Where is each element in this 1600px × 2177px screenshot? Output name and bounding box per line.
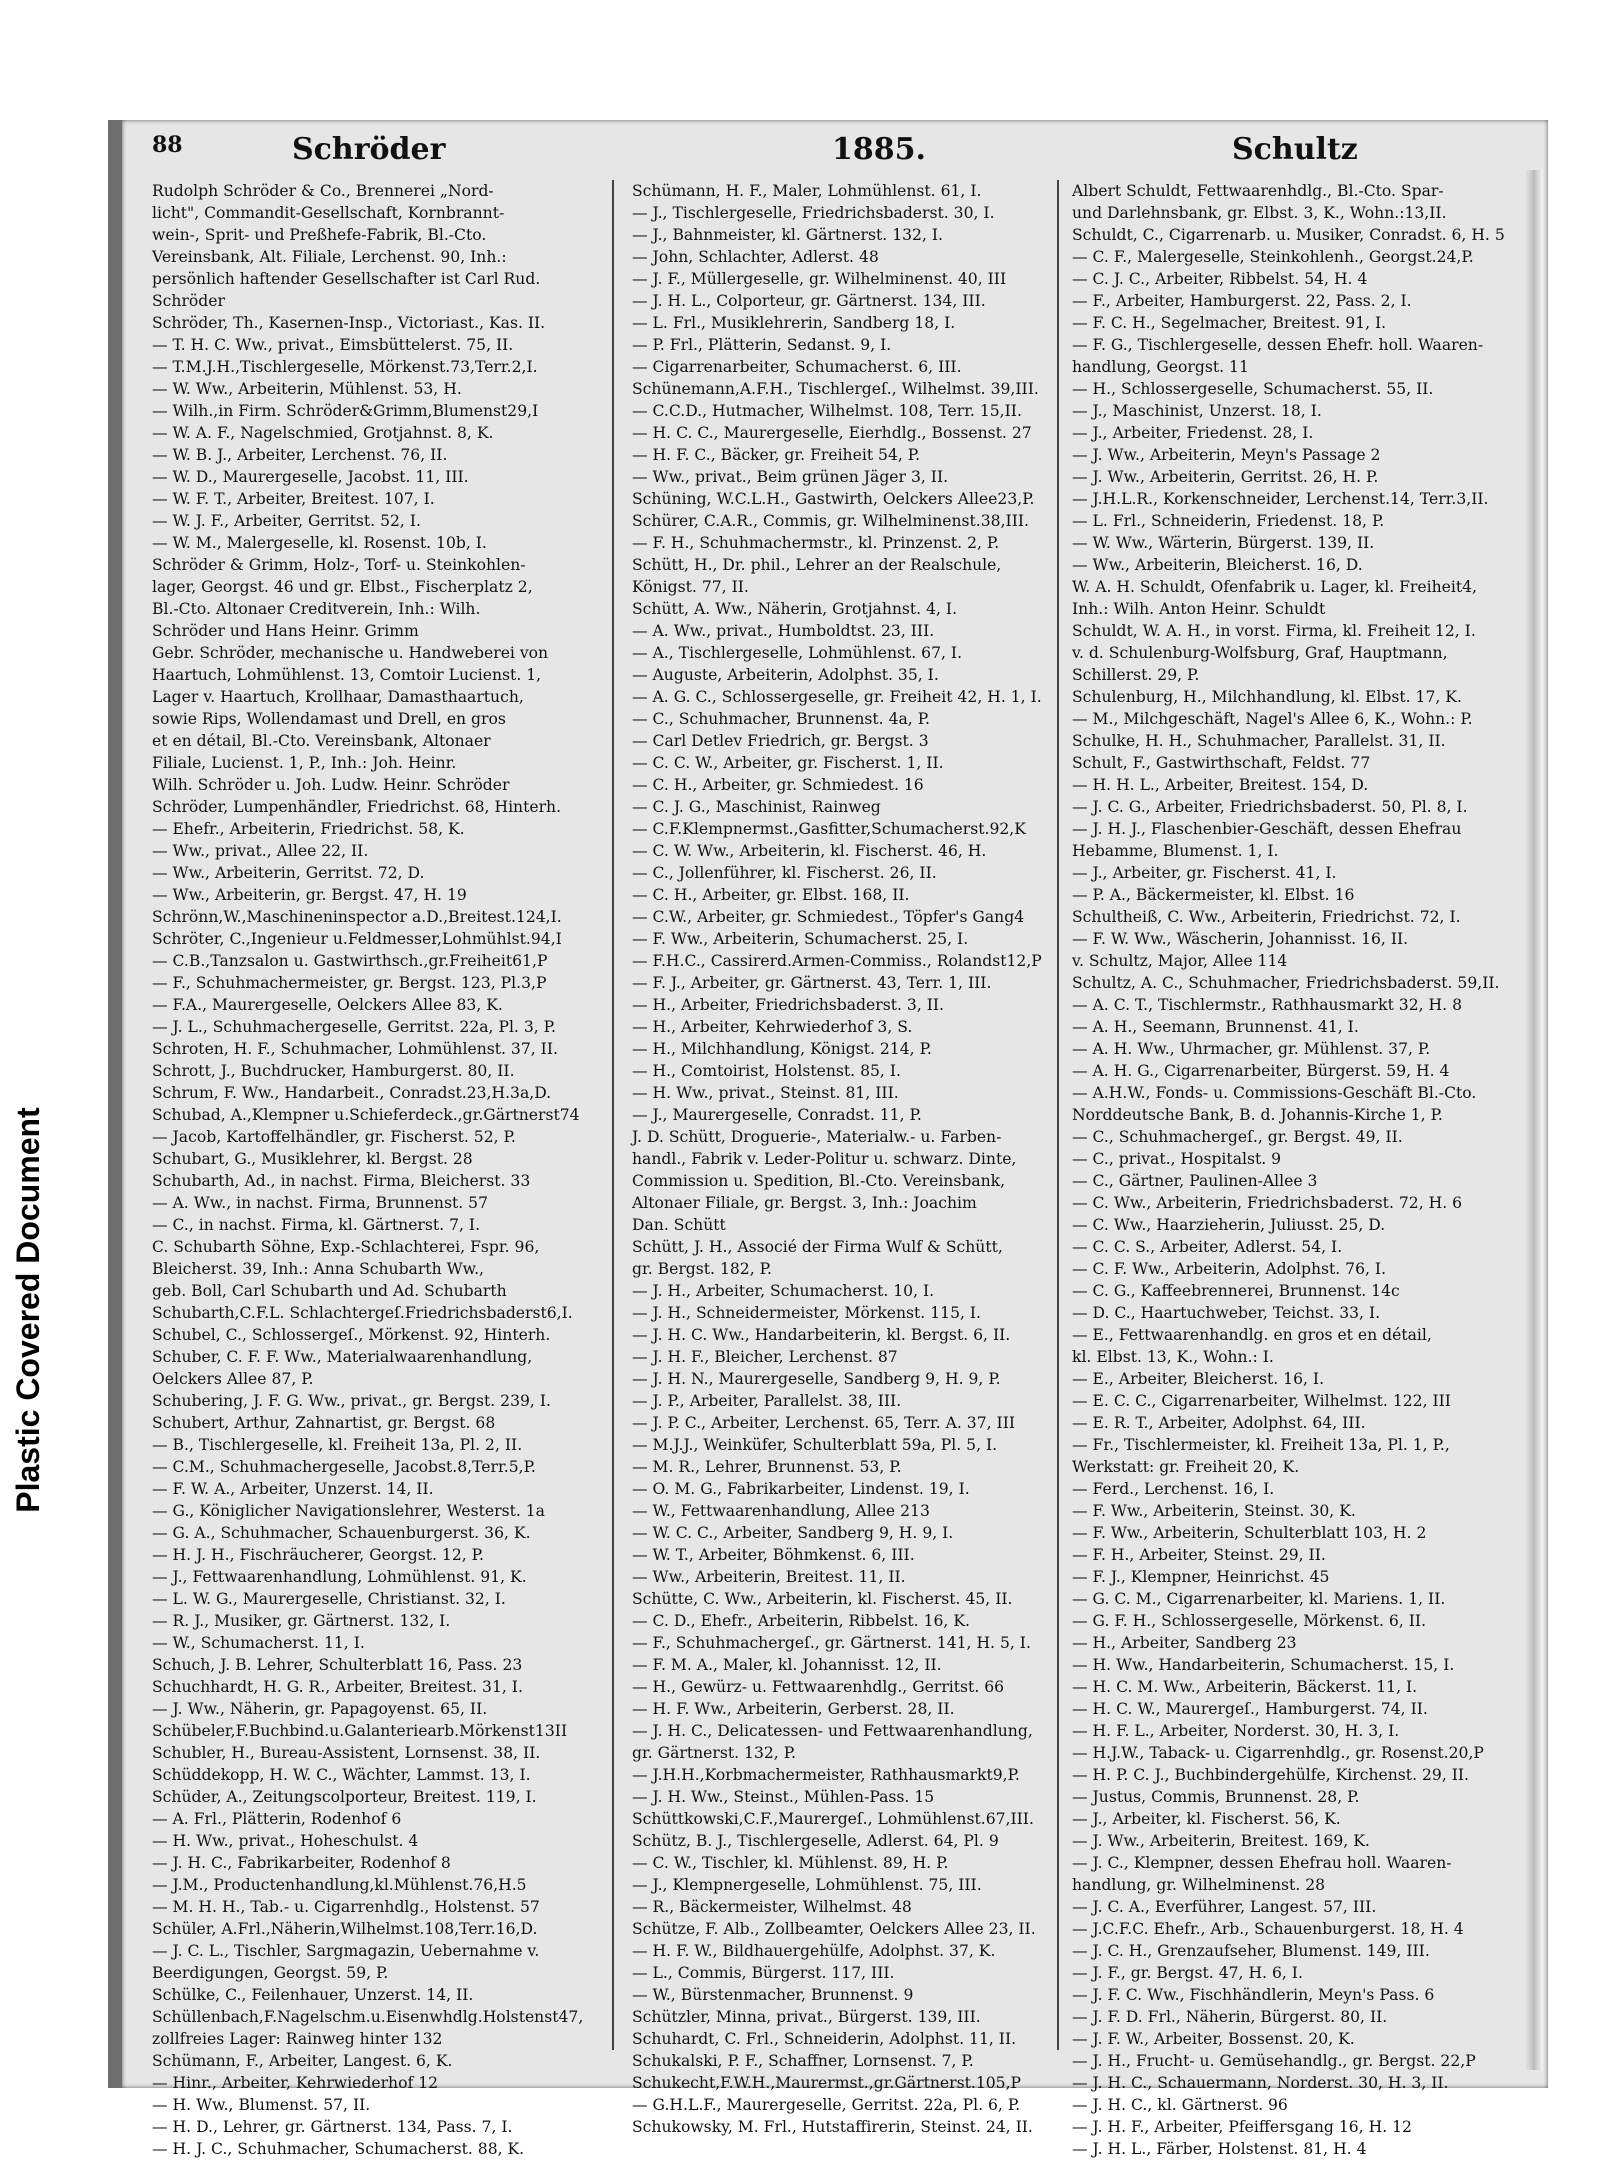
directory-entry: — W. Ww., Arbeiterin, Mühlenst. 53, H. (152, 380, 462, 398)
directory-entry: — J., Fettwaarenhandlung, Lohmühlenst. 91, K. (152, 1568, 527, 1586)
column-divider (612, 180, 614, 2050)
directory-entry: Schroten, H. F., Schuhmacher, Lohmühlenst. 37, II. (152, 1040, 558, 1058)
directory-entry: kl. Elbst. 13, K., Wohn.: I. (1072, 1348, 1274, 1366)
directory-entry: — A. G. C., Schlossergeselle, gr. Freiheit 42, H. 1, I. (632, 688, 1042, 706)
directory-entry: — Ww., privat., Beim grünen Jäger 3, II. (632, 468, 949, 486)
directory-entry: — C. W. Ww., Arbeiterin, kl. Fischerst. 46, H. (632, 842, 987, 860)
directory-entry: — C. J. C., Arbeiter, Ribbelst. 54, H. 4 (1072, 270, 1368, 288)
directory-entry: — W. F. T., Arbeiter, Breitest. 107, I. (152, 490, 435, 508)
directory-entry: — C., privat., Hospitalst. 9 (1072, 1150, 1282, 1168)
directory-entry: — C. F. Ww., Arbeiterin, Adolphst. 76, I. (1072, 1260, 1387, 1278)
directory-entry: Schubert, Arthur, Zahnartist, gr. Bergst. 68 (152, 1414, 496, 1432)
directory-entry: — J. P., Arbeiter, Parallelst. 38, III. (632, 1392, 902, 1410)
side-label: Plastic Covered Document (10, 1107, 46, 1513)
directory-entry: — J., Bahnmeister, kl. Gärtnerst. 132, I. (632, 226, 943, 244)
directory-entry: — J.H.H.,Korbmachermeister, Rathhausmarkt9,P. (632, 1766, 1020, 1784)
directory-entry: — P. Frl., Plätterin, Sedanst. 9, I. (632, 336, 892, 354)
directory-entry: — H.J.W., Taback- u. Cigarrenhdlg., gr. Rosenst.20,P (1072, 1744, 1484, 1762)
directory-entry: Schuber, C. F. F. Ww., Materialwaarenhandlung, (152, 1348, 533, 1366)
directory-entry: — L. Frl., Schneiderin, Friedenst. 18, P. (1072, 512, 1385, 530)
directory-entry: — E., Arbeiter, Bleicherst. 16, I. (1072, 1370, 1325, 1388)
directory-entry: — J. H. C., kl. Gärtnerst. 96 (1072, 2096, 1288, 2114)
directory-entry: — C. F., Malergeselle, Steinkohlenh., Georgst.24,P. (1072, 248, 1474, 266)
directory-entry: — A. Ww., in nachst. Firma, Brunnenst. 57 (152, 1194, 489, 1212)
directory-entry: — H. P. C. J., Buchbindergehülfe, Kirchenst. 29, II. (1072, 1766, 1470, 1784)
directory-entry: — M. H. H., Tab.- u. Cigarrenhdlg., Holstenst. 57 (152, 1898, 540, 1916)
directory-entry: — J. C. H., Grenzaufseher, Blumenst. 149, III. (1072, 1942, 1430, 1960)
directory-entry: — F. J., Klempner, Heinrichst. 45 (1072, 1568, 1330, 1586)
directory-entry: — Wilh.,in Firm. Schröder&Grimm,Blumenst29,I (152, 402, 539, 420)
directory-entry: et en détail, Bl.-Cto. Vereinsbank, Altonaer (152, 732, 491, 750)
directory-entry: Schülke, C., Feilenhauer, Unzerst. 14, II. (152, 1986, 474, 2004)
directory-entry: Schürer, C.A.R., Commis, gr. Wilhelminenst.38,III. (632, 512, 1029, 530)
directory-entry: — J. H., Schneidermeister, Mörkenst. 115, I. (632, 1304, 982, 1322)
directory-entry: gr. Bergst. 182, P. (632, 1260, 772, 1278)
directory-entry: — H. C. M. Ww., Arbeiterin, Bäckerst. 11, I. (1072, 1678, 1418, 1696)
directory-entry: — J. C. L., Tischler, Sargmagazin, Uebernahme v. (152, 1942, 540, 1960)
directory-entry: — H., Comtoirist, Holstenst. 85, I. (632, 1062, 901, 1080)
directory-entry: — F. C. H., Segelmacher, Breitest. 91, I. (1072, 314, 1387, 332)
directory-entry: — F. G., Tischlergeselle, dessen Ehefr. holl. Waaren- (1072, 336, 1484, 354)
header-year: 1885. (832, 132, 926, 167)
directory-entry: — J. Ww., Arbeiterin, Breitest. 169, K. (1072, 1832, 1370, 1850)
directory-entry: — W., Schumacherst. 11, I. (152, 1634, 365, 1652)
directory-entry: Schubler, H., Bureau-Assistent, Lornsenst. 38, II. (152, 1744, 541, 1762)
directory-entry: — J.C.F.C. Ehefr., Arb., Schauenburgerst. 18, H. 4 (1072, 1920, 1464, 1938)
directory-entry: — L. W. G., Maurergeselle, Christianst. 32, I. (152, 1590, 506, 1608)
directory-entry: — C. J. G., Maschinist, Rainweg (632, 798, 881, 816)
directory-entry: C. Schubarth Söhne, Exp.-Schlachterei, Fspr. 96, (152, 1238, 540, 1256)
directory-entry: — G.H.L.F., Maurergeselle, Gerritst. 22a, Pl. 6, P. (632, 2096, 1021, 2114)
directory-entry: Schröder und Hans Heinr. Grimm (152, 622, 419, 640)
directory-entry: — E. C. C., Cigarrenarbeiter, Wilhelmst. 122, III (1072, 1392, 1451, 1410)
directory-entry: — Cigarrenarbeiter, Schumacherst. 6, III. (632, 358, 962, 376)
directory-entry: handlung, gr. Wilhelminenst. 28 (1072, 1876, 1326, 1894)
column-left (152, 180, 584, 2158)
directory-entry: — T. H. C. Ww., privat., Eimsbüttelerst. 75, II. (152, 336, 514, 354)
directory-entry: — Jacob, Kartoffelhändler, gr. Fischerst. 52, P. (152, 1128, 516, 1146)
directory-entry: Schulke, H. H., Schuhmacher, Parallelst. 31, II. (1072, 732, 1446, 750)
directory-entry: Schütt, J. H., Associé der Firma Wulf & Schütt, (632, 1238, 1003, 1256)
directory-entry: — J. Ww., Arbeiterin, Meyn's Passage 2 (1072, 446, 1381, 464)
directory-entry: — F. H., Schuhmachermstr., kl. Prinzenst. 2, P. (632, 534, 1000, 552)
directory-entry: — Ferd., Lerchenst. 16, I. (1072, 1480, 1275, 1498)
directory-entry: — J. F. W., Arbeiter, Bossenst. 20, K. (1072, 2030, 1355, 2048)
directory-entry: Schübeler,F.Buchbind.u.Galanteriearb.Mörkenst13II (152, 1722, 568, 1740)
directory-entry: Schüllenbach,F.Nagelschm.u.Eisenwhdlg.Holstenst47, (152, 2008, 584, 2026)
directory-entry: Schütze, F. Alb., Zollbeamter, Oelckers Allee 23, II. (632, 1920, 1036, 1938)
directory-entry: — J. H. L., Färber, Holstenst. 81, H. 4 (1072, 2140, 1367, 2158)
directory-entry: — J. P. C., Arbeiter, Lerchenst. 65, Terr. A. 37, III (632, 1414, 1016, 1432)
directory-entry: — H. F. L., Arbeiter, Norderst. 30, H. 3, I. (1072, 1722, 1400, 1740)
directory-entry: Schüler, A.Frl.,Näherin,Wilhelmst.108,Terr.16,D. (152, 1920, 538, 1938)
directory-entry: v. Schultz, Major, Allee 114 (1072, 952, 1288, 970)
directory-entry: — J. Ww., Arbeiterin, Gerritst. 26, H. P. (1072, 468, 1379, 486)
directory-entry: — H., Arbeiter, Kehrwiederhof 3, S. (632, 1018, 913, 1036)
directory-entry: — A. H. Ww., Uhrmacher, gr. Mühlenst. 37, P. (1072, 1040, 1431, 1058)
directory-entry: — W., Fettwaarenhandlung, Allee 213 (632, 1502, 930, 1520)
directory-entry: Filiale, Lucienst. 1, P., Inh.: Joh. Heinr. (152, 754, 457, 772)
directory-entry: Bleicherst. 39, Inh.: Anna Schubarth Ww., (152, 1260, 485, 1278)
directory-entry: Norddeutsche Bank, B. d. Johannis-Kirche 1, P. (1072, 1106, 1443, 1124)
directory-entry: — H. C. C., Maurergeselle, Eierhdlg., Bossenst. 27 (632, 424, 1032, 442)
directory-entry: — A.H.W., Fonds- u. Commissions-Geschäft Bl.-Cto. (1072, 1084, 1477, 1102)
directory-entry: W. A. H. Schuldt, Ofenfabrik u. Lager, kl. Freiheit4, (1072, 578, 1477, 596)
directory-entry: Rudolph Schröder & Co., Brennerei „Nord- (152, 182, 494, 200)
directory-entry: — O. M. G., Fabrikarbeiter, Lindenst. 19, I. (632, 1480, 970, 1498)
column-divider (1057, 180, 1059, 2050)
directory-entry: — Ww., Arbeiterin, gr. Bergst. 47, H. 19 (152, 886, 467, 904)
directory-entry: Schult, F., Gastwirthschaft, Feldst. 77 (1072, 754, 1371, 772)
directory-entry: — J. C. G., Arbeiter, Friedrichsbaderst. 50, Pl. 8, I. (1072, 798, 1468, 816)
directory-entry: — C., in nachst. Firma, kl. Gärtnerst. 7, I. (152, 1216, 481, 1234)
directory-entry: — G. C. M., Cigarrenarbeiter, kl. Mariens. 1, II. (1072, 1590, 1446, 1608)
directory-entry: — J. H. Ww., Steinst., Mühlen-Pass. 15 (632, 1788, 935, 1806)
directory-entry: — J.H.L.R., Korkenschneider, Lerchenst.14, Terr.3,II. (1072, 490, 1489, 508)
directory-entry: — C.M., Schuhmachergeselle, Jacobst.8,Terr.5,P. (152, 1458, 536, 1476)
directory-entry: — C. C. S., Arbeiter, Adlerst. 54, I. (1072, 1238, 1343, 1256)
directory-entry: — C. C. W., Arbeiter, gr. Fischerst. 1, II. (632, 754, 944, 772)
directory-entry: — H. Ww., Blumenst. 57, II. (152, 2096, 371, 2114)
directory-entry: Schützler, Minna, privat., Bürgerst. 139, III. (632, 2008, 981, 2026)
directory-entry: — G. F. H., Schlossergeselle, Mörkenst. 6, II. (1072, 1612, 1427, 1630)
directory-entry: — H. C. W., Maurergeſ., Hamburgerst. 74, II. (1072, 1700, 1428, 1718)
directory-entry: — J. C., Klempner, dessen Ehefrau holl. Waaren- (1072, 1854, 1452, 1872)
directory-entry: Schrum, F. Ww., Handarbeit., Conradst.23,H.3a,D. (152, 1084, 552, 1102)
directory-entry: Hebamme, Blumenst. 1, I. (1072, 842, 1279, 860)
directory-entry: Schubarth, Ad., in nachst. Firma, Bleicherst. 33 (152, 1172, 531, 1190)
directory-entry: Vereinsbank, Alt. Filiale, Lerchenst. 90, Inh.: (152, 248, 507, 266)
directory-entry: Schukecht,F.W.H.,Maurermst.,gr.Gärtnerst.105,P (632, 2074, 1022, 2092)
directory-entry: — M.J.J., Weinküfer, Schulterblatt 59a, Pl. 5, I. (632, 1436, 998, 1454)
directory-entry: — R. J., Musiker, gr. Gärtnerst. 132, I. (152, 1612, 451, 1630)
directory-entry: — J. H. C., Fabrikarbeiter, Rodenhof 8 (152, 1854, 451, 1872)
directory-entry: — C., Schuhmachergeſ., gr. Bergst. 49, II. (1072, 1128, 1403, 1146)
directory-entry: — H., Arbeiter, Friedrichsbaderst. 3, II. (632, 996, 945, 1014)
directory-entry: — Ww., Arbeiterin, Breitest. 11, II. (632, 1568, 906, 1586)
directory-entry: geb. Boll, Carl Schubarth und Ad. Schubarth (152, 1282, 507, 1300)
directory-entry: — J., Arbeiter, kl. Fischerst. 56, K. (1072, 1810, 1341, 1828)
directory-entry: — J., Maurergeselle, Conradst. 11, P. (632, 1106, 922, 1124)
directory-entry: Schulenburg, H., Milchhandlung, kl. Elbst. 17, K. (1072, 688, 1462, 706)
directory-entry: — J. H. J., Flaschenbier-Geschäft, dessen Ehefrau (1072, 820, 1462, 838)
directory-entry: Schillerst. 29, P. (1072, 666, 1200, 684)
directory-entry: Beerdigungen, Georgst. 59, P. (152, 1964, 389, 1982)
directory-entry: — Justus, Commis, Brunnenst. 28, P. (1072, 1788, 1360, 1806)
directory-entry: — A. Frl., Plätterin, Rodenhof 6 (152, 1810, 402, 1828)
page-header (152, 132, 1532, 176)
directory-entry: — H. F. Ww., Arbeiterin, Gerberst. 28, II. (632, 1700, 955, 1718)
directory-entry: — J. H. C., Delicatessen- und Fettwaarenhandlung, (632, 1722, 1033, 1740)
directory-entry: — H. D., Lehrer, gr. Gärtnerst. 134, Pass. 7, I. (152, 2118, 513, 2136)
directory-entry: — T.M.J.H.,Tischlergeselle, Mörkenst.73,Terr.2,I. (152, 358, 538, 376)
directory-entry: — C.B.,Tanzsalon u. Gastwirthsch.,gr.Freiheit61,P (152, 952, 548, 970)
directory-entry: — J. F., Müllergeselle, gr. Wilhelminenst. 40, III (632, 270, 1007, 288)
directory-entry: — R., Bäckermeister, Wilhelmst. 48 (632, 1898, 912, 1916)
column-right (1072, 180, 1505, 2158)
directory-entry: — F.H.C., Cassirerd.Armen-Commiss., Rolandst12,P (632, 952, 1042, 970)
directory-entry: — G. A., Schuhmacher, Schauenburgerst. 36, K. (152, 1524, 531, 1542)
directory-entry: — M. R., Lehrer, Brunnenst. 53, P. (632, 1458, 902, 1476)
directory-entry: Schultheiß, C. Ww., Arbeiterin, Friedrichst. 72, I. (1072, 908, 1461, 926)
directory-entry: — W. T., Arbeiter, Böhmkenst. 6, III. (632, 1546, 915, 1564)
directory-entry: Schümann, H. F., Maler, Lohmühlenst. 61, I. (632, 182, 982, 200)
directory-entry: Albert Schuldt, Fettwaarenhdlg., Bl.-Cto. Spar- (1072, 182, 1444, 200)
directory-entry: — F., Schuhmachergeſ., gr. Gärtnerst. 141, H. 5, I. (632, 1634, 1031, 1652)
directory-entry: Schröder (152, 292, 225, 310)
directory-entry: — A. H., Seemann, Brunnenst. 41, I. (1072, 1018, 1359, 1036)
directory-entry: Lager v. Haartuch, Krollhaar, Damasthaartuch, (152, 688, 524, 706)
directory-entry: — F.A., Maurergeselle, Oelckers Allee 83, K. (152, 996, 503, 1014)
page-edge (1525, 170, 1543, 2070)
directory-entry: — C.F.Klempnermst.,Gasfitter,Schumacherst.92,K (632, 820, 1026, 838)
directory-entry: — Fr., Tischlermeister, kl. Freiheit 13a, Pl. 1, P., (1072, 1436, 1450, 1454)
directory-page (108, 120, 1548, 2158)
directory-entry: lager, Georgst. 46 und gr. Elbst., Fischerplatz 2, (152, 578, 533, 596)
directory-entry: Schüder, A., Zeitungscolporteur, Breitest. 119, I. (152, 1788, 537, 1806)
directory-entry: — M., Milchgeschäft, Nagel's Allee 6, K., Wohn.: P. (1072, 710, 1473, 728)
directory-entry: Schröder, Th., Kasernen-Insp., Victoriast., Kas. II. (152, 314, 546, 332)
directory-entry: — F. Ww., Arbeiterin, Schulterblatt 103, H. 2 (1072, 1524, 1427, 1542)
directory-entry: — J., Klempnergeselle, Lohmühlenst. 75, III. (632, 1876, 982, 1894)
directory-entry: — H. H. L., Arbeiter, Breitest. 154, D. (1072, 776, 1369, 794)
directory-entry: — J. H. L., Colporteur, gr. Gärtnerst. 134, III. (632, 292, 986, 310)
directory-entry: Schukowsky, M. Frl., Hutstaffirerin, Steinst. 24, II. (632, 2118, 1033, 2136)
directory-entry: Wilh. Schröder u. Joh. Ludw. Heinr. Schröder (152, 776, 510, 794)
directory-entry: — E. R. T., Arbeiter, Adolphst. 64, III. (1072, 1414, 1366, 1432)
directory-entry: Schubering, J. F. G. Ww., privat., gr. Bergst. 239, I. (152, 1392, 551, 1410)
directory-entry: — G., Königlicher Navigationslehrer, Westerst. 1a (152, 1502, 545, 1520)
directory-entry: Schubel, C., Schlossergeſ., Mörkenst. 92, Hinterh. (152, 1326, 551, 1344)
directory-entry: Schröder, Lumpenhändler, Friedrichst. 68, Hinterh. (152, 798, 562, 816)
directory-entry: — C. G., Kaffeebrennerei, Brunnenst. 14c (1072, 1282, 1400, 1300)
directory-entry: Schümann, F., Arbeiter, Langest. 6, K. (152, 2052, 453, 2070)
directory-entry: — L., Commis, Bürgerst. 117, III. (632, 1964, 895, 1982)
directory-entry: wein-, Sprit- und Preßhefe-Fabrik, Bl.-Cto. (152, 226, 487, 244)
directory-entry: Schütte, C. Ww., Arbeiterin, kl. Fischerst. 45, II. (632, 1590, 1013, 1608)
directory-entry: Schütz, B. J., Tischlergeselle, Adlerst. 64, Pl. 9 (632, 1832, 999, 1850)
directory-entry: Schüning, W.C.L.H., Gastwirth, Oelckers Allee23,P. (632, 490, 1035, 508)
directory-entry: — J., Arbeiter, Friedenst. 28, I. (1072, 424, 1314, 442)
directory-entry: — C. Ww., Haarzieherin, Juliusst. 25, D. (1072, 1216, 1386, 1234)
directory-entry: — W. B. J., Arbeiter, Lerchenst. 76, II. (152, 446, 448, 464)
header-right: Schultz (1232, 132, 1358, 167)
directory-entry: — C. H., Arbeiter, gr. Schmiedest. 16 (632, 776, 924, 794)
directory-entry: sowie Rips, Wollendamast und Drell, en gros (152, 710, 506, 728)
directory-entry: Schuch, J. B. Lehrer, Schulterblatt 16, Pass. 23 (152, 1656, 523, 1674)
directory-entry: — F. Ww., Arbeiterin, Schumacherst. 25, I. (632, 930, 969, 948)
directory-entry: Inh.: Wilh. Anton Heinr. Schuldt (1072, 600, 1326, 618)
directory-entry: — F. Ww., Arbeiterin, Steinst. 30, K. (1072, 1502, 1356, 1520)
directory-entry: — D. C., Haartuchweber, Teichst. 33, I. (1072, 1304, 1381, 1322)
directory-entry: Schuldt, C., Cigarrenarb. u. Musiker, Conradst. 6, H. 5 (1072, 226, 1505, 244)
directory-entry: Schröder & Grimm, Holz-, Torf- u. Steinkohlen- (152, 556, 526, 574)
header-left: Schröder (292, 132, 446, 167)
directory-entry: — H. F. W., Bildhauergehülfe, Adolphst. 37, K. (632, 1942, 996, 1960)
directory-entry: Schütt, A. Ww., Näherin, Grotjahnst. 4, I. (632, 600, 958, 618)
directory-entry: Schüttkowski,C.F.,Maurergeſ., Lohmühlenst.67,III. (632, 1810, 1034, 1828)
directory-entry: — C., Jollenführer, kl. Fischerst. 26, II. (632, 864, 937, 882)
directory-entry: — Auguste, Arbeiterin, Adolphst. 35, I. (632, 666, 939, 684)
directory-entry: Schrott, J., Buchdrucker, Hamburgerst. 80, II. (152, 1062, 515, 1080)
directory-entry: — W., Bürstenmacher, Brunnenst. 9 (632, 1986, 914, 2004)
directory-entry: — J. H. C. Ww., Handarbeiterin, kl. Bergst. 6, II. (632, 1326, 1011, 1344)
directory-entry: — J. H. F., Arbeiter, Pfeiffersgang 16, H. 12 (1072, 2118, 1412, 2136)
directory-entry: — J. F. C. Ww., Fischhändlerin, Meyn's Pass. 6 (1072, 1986, 1435, 2004)
directory-entry: — J. H., Arbeiter, Schumacherst. 10, I. (632, 1282, 935, 1300)
directory-entry: — Ww., privat., Allee 22, II. (152, 842, 369, 860)
directory-entry: Schütt, H., Dr. phil., Lehrer an der Realschule, (632, 556, 1002, 574)
directory-entry: — A. Ww., privat., Humboldtst. 23, III. (632, 622, 935, 640)
directory-entry: Schubart, G., Musiklehrer, kl. Bergst. 28 (152, 1150, 473, 1168)
directory-entry: — F. W. A., Arbeiter, Unzerst. 14, II. (152, 1480, 434, 1498)
directory-entry: Schubarth,C.F.L. Schlachtergeſ.Friedrichsbaderst6,I. (152, 1304, 573, 1322)
directory-entry: — J. F. D. Frl., Näherin, Bürgerst. 80, II. (1072, 2008, 1388, 2026)
directory-entry: — C.W., Arbeiter, gr. Schmiedest., Töpfer's Gang4 (632, 908, 1025, 926)
directory-entry: Werkstatt: gr. Freiheit 20, K. (1072, 1458, 1300, 1476)
directory-entry: — J. H. F., Bleicher, Lerchenst. 87 (632, 1348, 898, 1366)
directory-entry: — F. J., Arbeiter, gr. Gärtnerst. 43, Terr. 1, III. (632, 974, 992, 992)
directory-entry: — A. H. G., Cigarrenarbeiter, Bürgerst. 59, H. 4 (1072, 1062, 1450, 1080)
directory-entry: — J. H., Frucht- u. Gemüsehandlg., gr. Bergst. 22,P (1072, 2052, 1476, 2070)
directory-entry: — J.M., Productenhandlung,kl.Mühlenst.76,H.5 (152, 1876, 527, 1894)
directory-entry: — J., Arbeiter, gr. Fischerst. 41, I. (1072, 864, 1337, 882)
directory-entry: — H. Ww., privat., Steinst. 81, III. (632, 1084, 899, 1102)
directory-entry: Dan. Schütt (632, 1216, 726, 1234)
directory-entry: Schukalski, P. F., Schaffner, Lornsenst. 7, P. (632, 2052, 974, 2070)
directory-entry: — W. A. F., Nagelschmied, Grotjahnst. 8, K. (152, 424, 494, 442)
directory-entry: — J., Tischlergeselle, Friedrichsbaderst. 30, I. (632, 204, 995, 222)
directory-entry: Altonaer Filiale, gr. Bergst. 3, Inh.: Joachim (632, 1194, 977, 1212)
column-middle (632, 180, 1042, 2136)
directory-entry: — J. F., gr. Bergst. 47, H. 6, I. (1072, 1964, 1303, 1982)
directory-entry: — A. C. T., Tischlermstr., Rathhausmarkt 32, H. 8 (1072, 996, 1462, 1014)
page-number: 88 (152, 132, 183, 158)
directory-entry: Schüddekopp, H. W. C., Wächter, Lammst. 13, I. (152, 1766, 531, 1784)
directory-entry: — H. J. C., Schuhmacher, Schumacherst. 88, K. (152, 2140, 525, 2158)
directory-entry: J. D. Schütt, Droguerie-, Materialw.- u. Farben- (632, 1128, 1002, 1146)
directory-entry: — J. H. N., Maurergeselle, Sandberg 9, H. 9, P. (632, 1370, 1001, 1388)
directory-entry: — H., Gewürz- u. Fettwaarenhdlg., Gerritst. 66 (632, 1678, 1005, 1696)
directory-entry: Schünemann,A.F.H., Tischlergeſ., Wilhelmst. 39,III. (632, 380, 1039, 398)
directory-entry: — J. L., Schuhmachergeselle, Gerritst. 22a, Pl. 3, P. (152, 1018, 556, 1036)
directory-entry: — C., Gärtner, Paulinen-Allee 3 (1072, 1172, 1318, 1190)
directory-entry: — W. D., Maurergeselle, Jacobst. 11, III. (152, 468, 469, 486)
directory-entry: — F. M. A., Maler, kl. Johannisst. 12, II. (632, 1656, 942, 1674)
directory-entry: — H., Arbeiter, Sandberg 23 (1072, 1634, 1297, 1652)
directory-entry: — H., Schlossergeselle, Schumacherst. 55, II. (1072, 380, 1434, 398)
directory-entry: — Hinr., Arbeiter, Kehrwiederhof 12 (152, 2074, 439, 2092)
directory-entry: — W. M., Malergeselle, kl. Rosenst. 10b, I. (152, 534, 487, 552)
directory-entry: — H. Ww., privat., Hoheschulst. 4 (152, 1832, 419, 1850)
directory-entry: — F. H., Arbeiter, Steinst. 29, II. (1072, 1546, 1326, 1564)
directory-entry: Gebr. Schröder, mechanische u. Handweberei von (152, 644, 549, 662)
directory-entry: — H. J. H., Fischräucherer, Georgst. 12, P. (152, 1546, 484, 1564)
directory-entry: Schubad, A.,Klempner u.Schieferdeck.,gr.Gärtnerst74 (152, 1106, 580, 1124)
directory-entry: — A., Tischlergeselle, Lohmühlenst. 67, I. (632, 644, 963, 662)
directory-entry: gr. Gärtnerst. 132, P. (632, 1744, 796, 1762)
directory-entry: — J., Maschinist, Unzerst. 18, I. (1072, 402, 1322, 420)
directory-entry: zollfreies Lager: Rainweg hinter 132 (152, 2030, 443, 2048)
directory-entry: — H. Ww., Handarbeiterin, Schumacherst. 15, I. (1072, 1656, 1455, 1674)
directory-entry: — J. C. A., Everführer, Langest. 57, III. (1072, 1898, 1377, 1916)
directory-entry: Oelckers Allee 87, P. (152, 1370, 314, 1388)
directory-entry: persönlich haftender Gesellschafter ist Carl Rud. (152, 270, 541, 288)
directory-entry: licht", Commandit-Gesellschaft, Kornbrannt- (152, 204, 505, 222)
directory-entry: — B., Tischlergeselle, kl. Freiheit 13a, Pl. 2, II. (152, 1436, 523, 1454)
directory-entry: — P. A., Bäckermeister, kl. Elbst. 16 (1072, 886, 1355, 904)
directory-entry: Schuchhardt, H. G. R., Arbeiter, Breitest. 31, I. (152, 1678, 523, 1696)
directory-entry: — W. C. C., Arbeiter, Sandberg 9, H. 9, I. (632, 1524, 954, 1542)
directory-entry: — F. W. Ww., Wäscherin, Johannisst. 16, II. (1072, 930, 1409, 948)
directory-entry: — H., Milchhandlung, Königst. 214, P. (632, 1040, 932, 1058)
directory-entry: Commission u. Spedition, Bl.-Cto. Vereinsbank, (632, 1172, 1006, 1190)
directory-entry: Schröter, C.,Ingenieur u.Feldmesser,Lohmühlst.94,I (152, 930, 562, 948)
directory-entry: — W. Ww., Wärterin, Bürgerst. 139, II. (1072, 534, 1375, 552)
directory-entry: — F., Schuhmachermeister, gr. Bergst. 123, Pl.3,P (152, 974, 547, 992)
directory-entry: Schuldt, W. A. H., in vorst. Firma, kl. Freiheit 12, I. (1072, 622, 1476, 640)
directory-entry: — C. H., Arbeiter, gr. Elbst. 168, II. (632, 886, 910, 904)
directory-entry: — W. J. F., Arbeiter, Gerritst. 52, I. (152, 512, 421, 530)
directory-entry: — John, Schlachter, Adlerst. 48 (632, 248, 879, 266)
directory-entry: — C. W., Tischler, kl. Mühlenst. 89, H. P. (632, 1854, 949, 1872)
directory-entry: — L. Frl., Musiklehrerin, Sandberg 18, I. (632, 314, 956, 332)
directory-entry: — C.C.D., Hutmacher, Wilhelmst. 108, Terr. 15,II. (632, 402, 1022, 420)
directory-entry: handl., Fabrik v. Leder-Politur u. schwarz. Dinte, (632, 1150, 1017, 1168)
directory-entry: Königst. 77, II. (632, 578, 749, 596)
directory-entry: Schuhardt, C. Frl., Schneiderin, Adolphst. 11, II. (632, 2030, 1017, 2048)
directory-entry: Schultz, A. C., Schuhmacher, Friedrichsbaderst. 59,II. (1072, 974, 1500, 992)
directory-entry: — C., Schuhmacher, Brunnenst. 4a, P. (632, 710, 930, 728)
directory-entry: — C. Ww., Arbeiterin, Friedrichsbaderst. 72, H. 6 (1072, 1194, 1463, 1212)
directory-entry: Bl.-Cto. Altonaer Creditverein, Inh.: Wilh. (152, 600, 481, 618)
directory-entry: — Carl Detlev Friedrich, gr. Bergst. 3 (632, 732, 929, 750)
directory-entry: v. d. Schulenburg-Wolfsburg, Graf, Hauptmann, (1072, 644, 1448, 662)
directory-entry: — C. D., Ehefr., Arbeiterin, Ribbelst. 16, K. (632, 1612, 970, 1630)
directory-entry: — Ww., Arbeiterin, Gerritst. 72, D. (152, 864, 425, 882)
directory-entry: — Ehefr., Arbeiterin, Friedrichst. 58, K. (152, 820, 465, 838)
directory-entry: Haartuch, Lohmühlenst. 13, Comtoir Lucienst. 1, (152, 666, 542, 684)
directory-entry: — J. H. C., Schauermann, Norderst. 30, H. 3, II. (1072, 2074, 1449, 2092)
directory-entry: — F., Arbeiter, Hamburgerst. 22, Pass. 2, I. (1072, 292, 1412, 310)
directory-entry: — E., Fettwaarenhandlg. en gros et en détail, (1072, 1326, 1432, 1344)
directory-entry: Schrönn,W.,Maschineninspector a.D.,Breitest.124,I. (152, 908, 562, 926)
directory-entry: handlung, Georgst. 11 (1072, 358, 1249, 376)
directory-entry: — H. F. C., Bäcker, gr. Freiheit 54, P. (632, 446, 921, 464)
directory-entry: und Darlehnsbank, gr. Elbst. 3, K., Wohn.:13,II. (1072, 204, 1447, 222)
directory-entry: — Ww., Arbeiterin, Bleicherst. 16, D. (1072, 556, 1363, 574)
directory-entry: — J. Ww., Näherin, gr. Papagoyenst. 65, II. (152, 1700, 488, 1718)
